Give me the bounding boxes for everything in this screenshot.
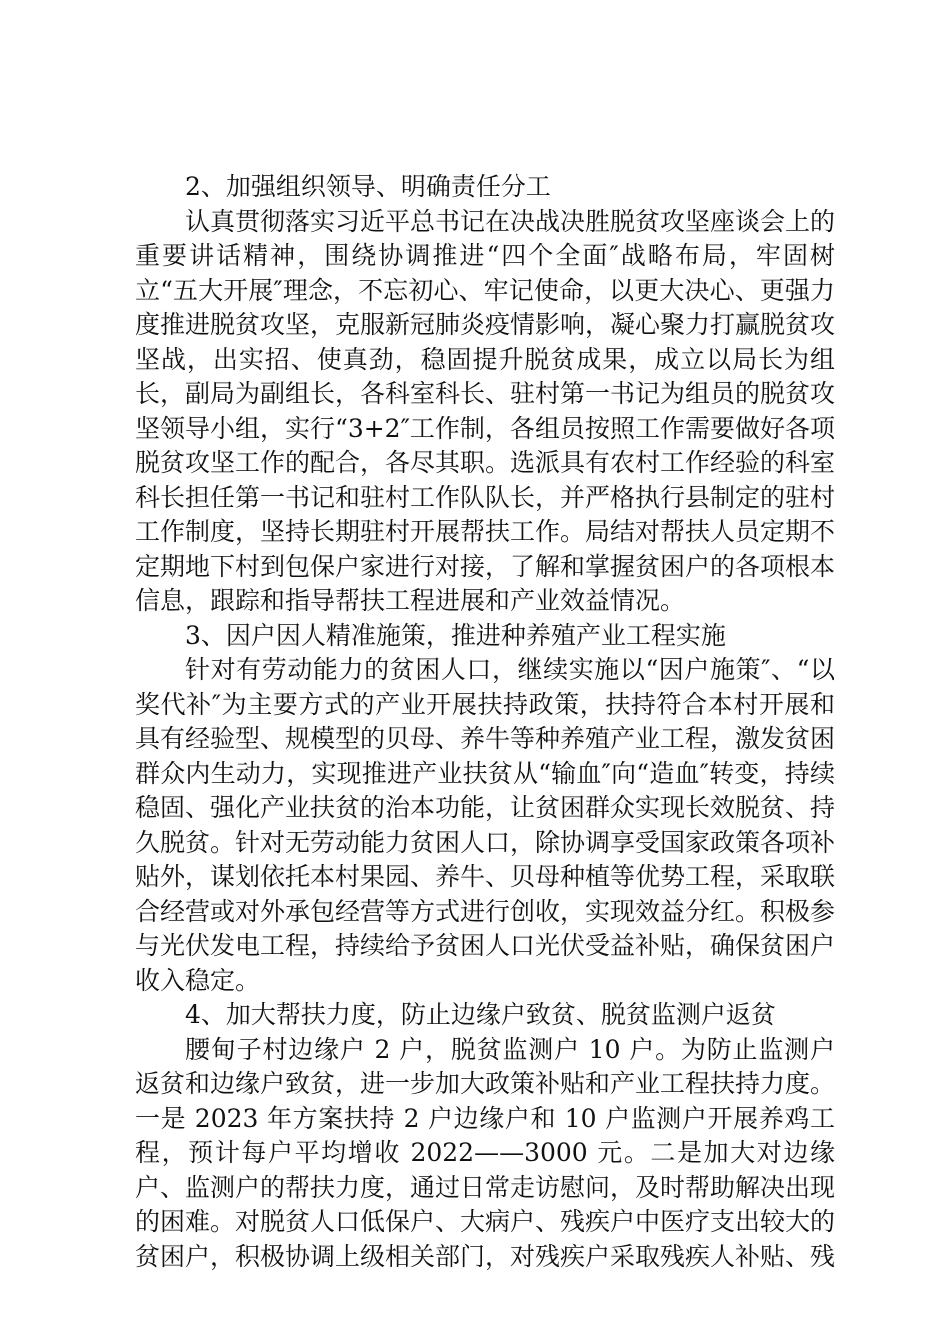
section-heading-2: 2、加强组织领导、明确责任分工 xyxy=(185,172,551,201)
section-paragraph-3: 针对有劳动能力的贫困人口，继续实施以“因户施策″、“以奖代补″为主要方式的产业开展扶持政策，扶持符合本村开展和具有经验型、规模型的贝母、养牛等种养殖产业工程，激发贫困群众内生动力，实现推进产业扶贫从“输血″向“造血″转变，持续稳固、强化产业扶贫的治本功能，让贫困群众实现长效脱贫、持久脱贫。针对无劳动能力贫困人口，除协调享受国家政策各项补贴外，谋划依托本村果园、养牛、贝母种植等优势工程，采取联合经营或对外承包经营等方式进行创收，实现效益分红。积极参与光伏发电工程，持续给予贫困人口光伏受益补贴，确保贫困户收入稳定。 xyxy=(135,655,836,995)
section-heading-4: 4、加大帮扶力度，防止边缘户致贫、脱贫监测户返贫 xyxy=(185,1000,776,1029)
document-body xyxy=(135,170,835,1274)
section-heading-3: 3、因户因人精准施策，推进种养殖产业工程实施 xyxy=(185,620,726,650)
section-paragraph-4: 腰甸子村边缘户 2 户，脱贫监测户 10 户。为防止监测户返贫和边缘户致贫，进一步加大政策补贴和产业工程扶持力度。一是 2023 年方案扶持 2 户边缘户和 10 户监测户开展养鸡工程，预计每户平均增收 2022——3000 元。二是加大对边缘户、监测户的帮扶力度，通过日常走访慰问，及时帮助解决出现的困难。对脱贫人口低保户、大病户、残疾户中医疗支出较大的贫困户，积极协调上级相关部门，对残疾户采取残疾人补贴、残 xyxy=(135,1034,836,1271)
section-paragraph-2: 认真贯彻落实习近平总书记在决战决胜脱贫攻坚座谈会上的重要讲话精神，围绕协调推进“四个全面″战略布局，牢固树立“五大开展″理念，不忘初心、牢记使命，以更大决心、更强力度推进脱贫攻坚，克服新冠肺炎疫情影响，凝心聚力打赢脱贫攻坚战，出实招、使真劲，稳固提升脱贫成果，成立以局长为组长，副局为副组长，各科室科长、驻村第一书记为组员的脱贫攻坚领导小组，实行“3+2″工作制，各组员按照工作需要做好各项脱贫攻坚工作的配合，各尽其职。选派具有农村工作经验的科室科长担任第一书记和驻村工作队队长，并严格执行县制定的驻村工作制度，坚持长期驻村开展帮扶工作。局结对帮扶人员定期不定期地下村到包保户家进行对接，了解和掌握贫困户的各项根本信息，跟踪和指导帮扶工程进展和产业效益情况。 xyxy=(135,206,836,615)
